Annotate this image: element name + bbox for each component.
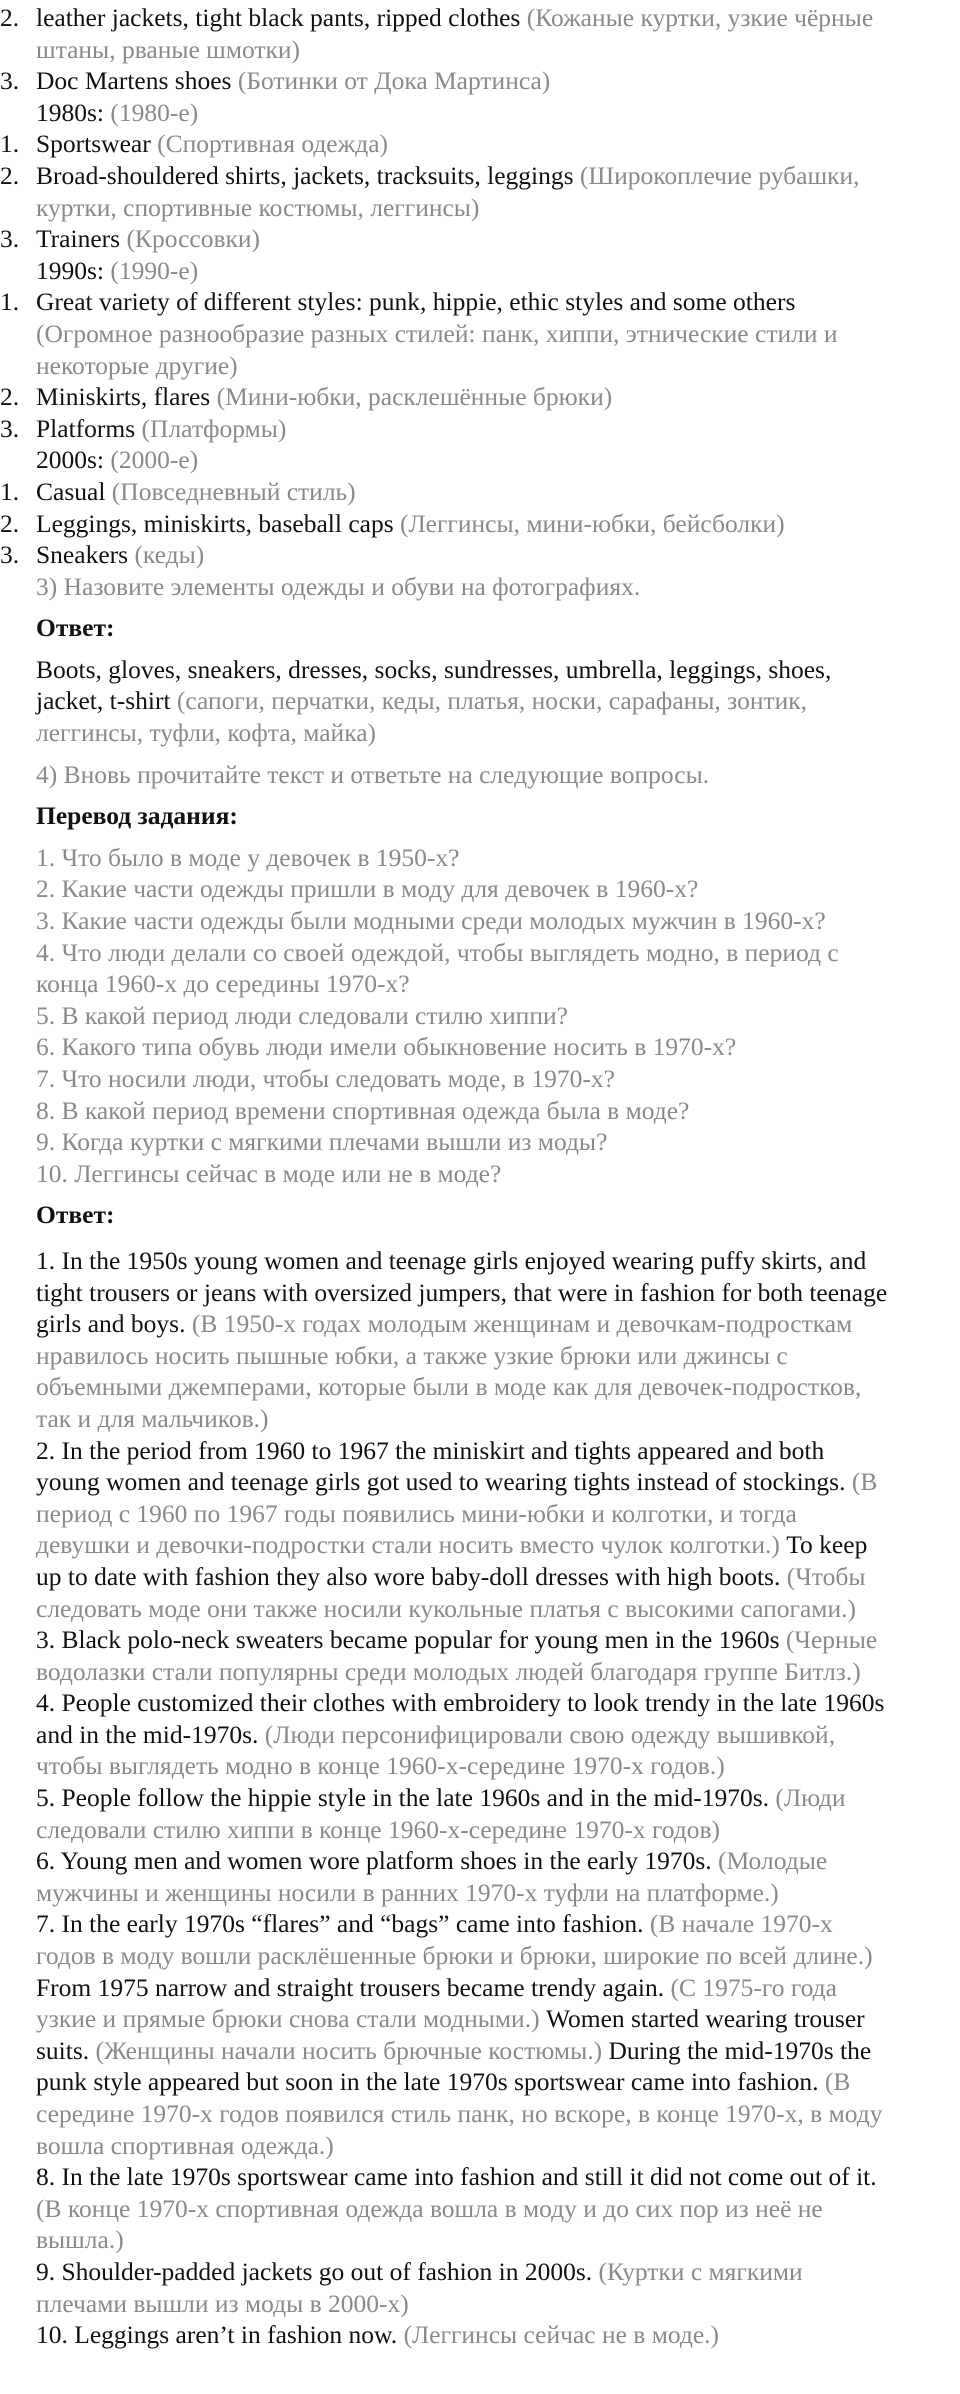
text-line [0,654,946,686]
russian-translation: вошла спортивная одежда.) [36,2130,334,2160]
list-number: 3. [0,540,20,570]
task-line [0,1126,946,1158]
task-line [0,873,946,905]
english-text: Platforms [36,413,136,443]
text-line [0,1940,946,1972]
english-text: During the mid-1970s the [602,2035,872,2065]
text-line [0,1245,946,1277]
text-line [0,255,946,287]
russian-translation: 9. Когда куртки с мягкими плечами вышли из моды? [36,1127,608,1157]
list-number: 1. [0,287,20,317]
text-line [0,1845,946,1877]
text-line [0,1593,946,1625]
task-line [0,1000,946,1032]
russian-translation: (Платформы) [135,413,287,443]
text-line [0,1877,946,1909]
english-text: 4. People customized their clothes with embroidery to look trendy in the late 1960s [36,1688,885,1718]
russian-translation: (Леггинсы сейчас не в моде.) [397,2320,720,2350]
russian-translation: чтобы выглядеть модно в конце 1960-х-середине 1970-х годов.) [36,1751,725,1781]
list-item [0,508,946,540]
text-line [0,318,946,350]
russian-translation: нравилось носить пышные юбки, а также узкие брюки или джинсы с [36,1340,788,1370]
russian-translation: 10. Леггинсы сейчас в моде или не в моде? [36,1158,502,1188]
text-line [0,1435,946,1467]
russian-translation: 6. Какого типа обувь люди имели обыкновение носить в 1970-х? [36,1032,737,1062]
english-text: Broad-shouldered shirts, jackets, tracksuits, leggings [36,160,574,190]
section-heading [0,612,946,644]
russian-translation: 2. Какие части одежды пришли в моду для девочек в 1960-х? [36,874,699,904]
english-text: Sneakers [36,540,129,570]
english-text: up to date with fashion they also wore baby-doll dresses with high boots. [36,1561,781,1591]
russian-translation: период с 1960 по 1967 годы появились мини-юбки и колготки, и тогда [36,1498,797,1528]
text-line [0,2319,946,2351]
task-line [0,759,946,791]
text-line [0,1750,946,1782]
russian-translation: (1980-е) [104,97,199,127]
english-text: 2000s: [36,445,105,475]
task-line [0,1031,946,1063]
list-number: 3. [0,66,20,96]
russian-translation: (сапоги, перчатки, кеды, платья, носки, сарафаны, зонтик, [170,686,808,716]
russian-translation: 4) Вновь прочитайте текст и ответьте на следующие вопросы. [36,759,710,789]
text-line [0,2161,946,2193]
list-number: 1. [0,476,20,506]
list-number: 2. [0,3,20,32]
text-line [0,1308,946,1340]
english-text: Women started wearing trouser [539,2004,865,2034]
russian-translation: (Женщины начали носить брючные костюмы.) [89,2035,603,2065]
english-text: Great variety of different styles: punk, hippie, ethic styles and some others [36,287,796,317]
russian-translation: (Ботинки от Дока Мартинса) [231,66,551,96]
russian-translation: 8. В какой период времени спортивная одежда была в моде? [36,1095,690,1125]
list-item [0,65,946,97]
task-line [0,1158,946,1190]
english-text: 6. Young men and women wore platform shoes in the early 1970s. [36,1846,712,1876]
section-heading [0,800,946,832]
russian-translation: конца 1960-х до середины 1970-х? [36,969,410,999]
text-line [0,2224,946,2256]
list-item [0,539,946,571]
list-item [0,381,946,413]
text-line [0,1624,946,1656]
english-text: 3. Black polo-neck sweaters became popular for young men in the 1960s [36,1625,780,1655]
spacer [0,832,946,842]
list-item [0,413,946,445]
text-line [0,1371,946,1403]
english-text: Miniskirts, flares [36,382,211,412]
russian-translation: некоторые другие) [36,350,238,380]
russian-translation: (Повседневный стиль) [105,476,356,506]
section-heading [0,1199,946,1231]
spacer [0,749,946,759]
text-line [0,2130,946,2162]
text-line [0,34,946,66]
list-item [0,160,946,192]
english-text: 1. In the 1950s young women and teenage girls enjoyed wearing puffy skirts, and [36,1245,867,1275]
text-line [0,97,946,129]
text-line [0,1340,946,1372]
text-line [0,1498,946,1530]
text-line [0,2066,946,2098]
russian-translation: (Люди персонифицировали свою одежду вышивкой, [258,1719,836,1749]
english-text: Ответ: [36,613,115,643]
task-line [0,571,946,603]
text-line [0,717,946,749]
text-line [0,1972,946,2004]
english-text: tight trousers or jeans with oversized jumpers, that were in fashion for both teenage [36,1277,888,1307]
russian-translation: 3. Какие части одежды были модными среди молодых мужчин в 1960-х? [36,906,826,936]
english-text: and in the mid-1970s. [36,1719,259,1749]
text-line [0,1719,946,1751]
russian-translation: 1. Что было в моде у девочек в 1950-х? [36,842,460,872]
russian-translation: (Люди [769,1783,846,1813]
text-line [0,1466,946,1498]
text-line [0,2256,946,2288]
text-line [0,444,946,476]
task-line [0,905,946,937]
english-text: Sportswear [36,129,151,159]
list-item [0,286,946,318]
english-text: Ответ: [36,1200,115,1230]
russian-translation: (кеды) [128,540,205,570]
task-line [0,1095,946,1127]
russian-translation: (Леггинсы, мини-юбки, бейсболки) [393,508,785,538]
russian-translation: вышла.) [36,2225,124,2255]
english-text: Leggings, miniskirts, baseball caps [36,508,394,538]
text-line [0,1782,946,1814]
text-line [0,2035,946,2067]
russian-translation: (Широкоплечие рубашки, [573,160,860,190]
russian-translation: куртки, спортивные костюмы, леггинсы) [36,192,480,222]
spacer [0,644,946,654]
english-text: 8. In the late 1970s sportswear came into fashion and still it did not come out of it. [36,2162,877,2192]
english-text: girls and boys. [36,1309,186,1339]
text-line [0,685,946,717]
spacer [0,602,946,612]
spacer [0,1189,946,1199]
task-line [0,1063,946,1095]
russian-translation: (Черные [779,1625,878,1655]
text-line [0,350,946,382]
text-line [0,1656,946,1688]
russian-translation: узкие и прямые брюки снова стали модными.) [36,2004,540,2034]
russian-translation: (Кроссовки) [120,224,261,254]
russian-translation: 3) Назовите элементы одежды и обуви на фотографиях. [36,571,641,601]
russian-translation: 7. Что носили люди, чтобы следовать моде, в 1970-х? [36,1064,615,1093]
russian-translation: так и для мальчиков.) [36,1403,269,1433]
english-text: 5. People follow the hippie style in the late 1960s and in the mid-1970s. [36,1783,770,1813]
list-number: 1. [0,129,20,159]
english-text: leather jackets, tight black pants, ripped clothes [36,3,521,32]
list-number: 2. [0,508,20,538]
english-text: 1980s: [36,97,105,127]
english-text: Casual [36,476,106,506]
english-text: Перевод задания: [36,801,238,831]
text-line [0,2003,946,2035]
english-text: 10. Leggings aren’t in fashion now. [36,2320,398,2350]
russian-translation: 5. В какой период люди следовали стилю хиппи? [36,1000,568,1030]
task-line [0,968,946,1000]
text-line [0,1908,946,1940]
text-line [0,1687,946,1719]
list-number: 2. [0,160,20,190]
english-text: jacket, t-shirt [36,686,171,716]
english-text: 1990s: [36,255,105,285]
list-item [0,476,946,508]
russian-translation: (В [818,2067,851,2097]
english-text: 9. Shoulder-padded jackets go out of fashion in 2000s. [36,2256,593,2286]
english-text: From 1975 narrow and straight trousers became trendy again. [36,1972,665,2002]
russian-translation: (Мини-юбки, расклешённые брюки) [210,382,613,412]
text-line [0,1403,946,1435]
russian-translation: (Куртки с мягкими [592,2256,803,2286]
text-line [0,2288,946,2320]
russian-translation: леггинсы, туфли, кофта, майка) [36,718,377,748]
english-text: Trainers [36,224,121,254]
task-line [0,937,946,969]
text-line [0,192,946,224]
task-line [0,842,946,874]
russian-translation: следовали стилю хиппи в конце 1960-х-середине 1970-х годов) [36,1814,721,1844]
russian-translation: (В 1950-х годах молодым женщинам и девочкам-подросткам [185,1309,853,1339]
spacer [0,1231,946,1245]
russian-translation: (В начале 1970-х [643,1909,833,1939]
text-line [0,1529,946,1561]
russian-translation: девушки и девочки-подростки стали носить вместо чулок колготки.) [36,1530,780,1560]
english-text: suits. [36,2035,90,2065]
russian-translation: (Кожаные куртки, узкие чёрные [520,3,874,32]
russian-translation: следовать моде они также носили кукольные платья с высокими сапогами.) [36,1593,856,1623]
russian-translation: мужчины и женщины носили в ранних 1970-х туфли на платформе.) [36,1877,779,1907]
russian-translation: годов в моду вошли расклёшенные брюки и брюки, широкие по всей длине.) [36,1941,873,1971]
russian-translation: (С 1975-го года [664,1972,837,2002]
russian-translation: объемными джемперами, которые были в моде как для девочек-подростков, [36,1372,862,1402]
russian-translation: водолазки стали популярны среди молодых людей благодаря группе Битлз.) [36,1656,861,1686]
english-text: Doc Martens shoes [36,66,232,96]
english-text: To keep [779,1530,868,1560]
english-text: punk style appeared but soon in the late 1970s sportswear came into fashion. [36,2067,819,2097]
russian-translation: плечами вышли из моды в 2000-х) [36,2288,409,2318]
russian-translation: (Спортивная одежда) [150,129,389,159]
text-line [0,2193,946,2225]
english-text: Boots, gloves, sneakers, dresses, socks, sundresses, umbrella, leggings, shoes, [36,654,832,684]
list-number: 3. [0,224,20,254]
text-line [0,1561,946,1593]
russian-translation: 4. Что люди делали со своей одеждой, чтобы выглядеть модно, в период с [36,937,839,967]
spacer [0,790,946,800]
text-line [0,2098,946,2130]
list-number: 2. [0,382,20,412]
russian-translation: (В [845,1467,878,1497]
russian-translation: (2000-е) [104,445,199,475]
russian-translation: штаны, рваные шмотки) [36,34,301,64]
russian-translation: (Огромное разнообразие разных стилей: панк, хиппи, этнические стили и [36,318,838,348]
text-line [0,1277,946,1309]
list-number: 3. [0,413,20,443]
russian-translation: (Чтобы [780,1561,866,1591]
list-item [0,128,946,160]
english-text: 2. In the period from 1960 to 1967 the miniskirt and tights appeared and both [36,1435,825,1465]
english-text: 7. In the early 1970s “flares” and “bags” came into fashion. [36,1909,644,1939]
russian-translation: (1990-е) [104,255,199,285]
russian-translation: середине 1970-х годов появился стиль панк, но вскоре, в конце 1970-х, в моду [36,2099,883,2128]
list-item [0,223,946,255]
list-item [0,2,946,34]
text-line [0,1814,946,1846]
russian-translation: (Молодые [711,1846,828,1876]
russian-translation: (В конце 1970-х спортивная одежда вошла в моду и до сих пор из неё не [36,2193,823,2223]
english-text: young women and teenage girls got used to wearing tights instead of stockings. [36,1467,846,1497]
